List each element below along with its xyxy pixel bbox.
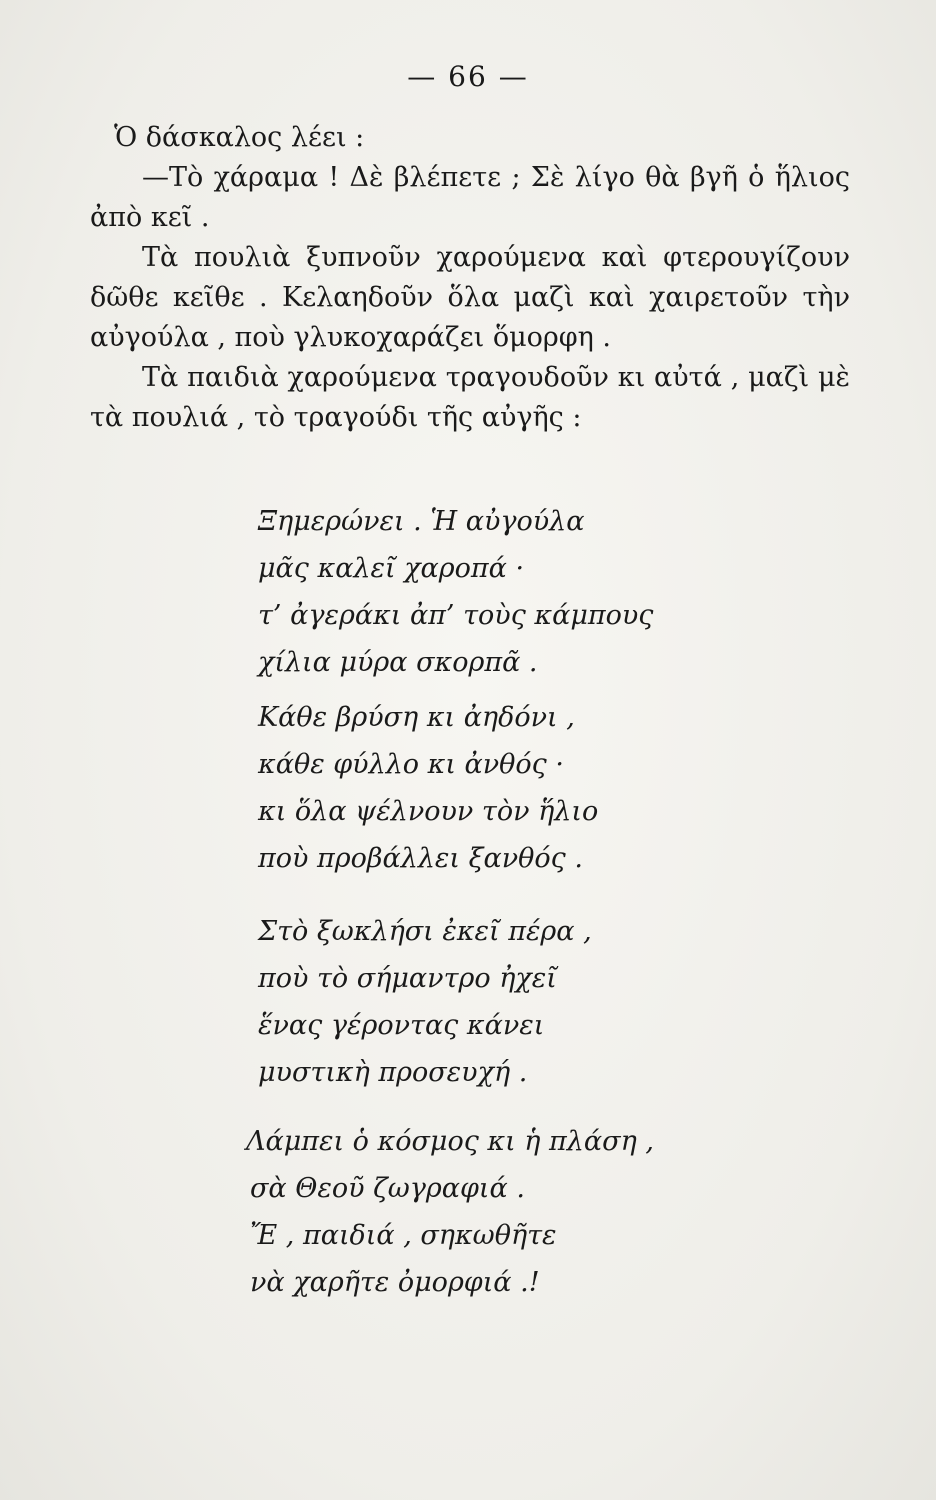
page-number: — 66 — <box>407 60 529 93</box>
poem-line: νὰ χαρῆτε ὀμορφιά .! <box>250 1267 540 1298</box>
prose-paragraph: Τὰ παιδιὰ χαρούμενα τραγουδοῦν κι αὐτά , μαζὶ μὲ τὰ πουλιά , τὸ τραγούδι τῆς αὐγῆς : <box>90 362 850 433</box>
poem-line: ἕνας γέροντας κάνει <box>258 1010 545 1041</box>
poem-stanza <box>258 498 653 686</box>
poem-line: μᾶς καλεῖ χαροπά · <box>258 553 525 584</box>
poem-line: Ξημερώνει . Ἡ αὐγούλα <box>258 506 585 537</box>
poem-line: ποὺ τὸ σήμαντρο ἠχεῖ <box>258 963 557 994</box>
poem-line: Κάθε βρύση κι ἀηδόνι , <box>258 702 575 733</box>
prose-block <box>90 118 850 438</box>
poem-line: σὰ Θεοῦ ζωγραφιά . <box>250 1173 525 1204</box>
poem-line: χίλια μύρα σκορπᾶ . <box>258 647 538 678</box>
poem-stanza <box>258 694 598 882</box>
poem-line: τ’ ἀγεράκι ἀπ’ τοὺς κάμπους <box>258 600 654 631</box>
poem-stanza <box>246 1118 654 1306</box>
poem-line: Ἔ , παιδιά , σηκωθῆτε <box>250 1220 557 1251</box>
poem-line: μυστικὴ προσευχή . <box>258 1057 528 1088</box>
prose-paragraph: Ὁ δάσκαλος λέει : <box>114 122 365 153</box>
poem-line: Στὸ ξωκλήσι ἐκεῖ πέρα , <box>258 916 592 947</box>
prose-paragraph: —Τὸ χάραμα ! Δὲ βλέπετε ; Σὲ λίγο θὰ βγῆ ὁ ἥλιος ἀπὸ κεῖ . <box>90 162 850 233</box>
poem-line: κάθε φύλλο κι ἀνθός · <box>258 749 564 780</box>
poem-line: ποὺ προβάλλει ξανθός . <box>258 843 583 874</box>
poem-line: Λάμπει ὁ κόσμος κι ἡ πλάση , <box>246 1126 654 1157</box>
poem-stanza <box>258 908 592 1096</box>
poem-line: κι ὅλα ψέλνουν τὸν ἥλιο <box>258 796 599 827</box>
prose-paragraph: Τὰ πουλιὰ ξυπνοῦν χαρούμενα καὶ φτερουγίζουν δῶθε κεῖθε . Κελαηδοῦν ὅλα μαζὶ καὶ χαιρετοῦν τὴν αὐγούλα , ποὺ γλυκοχαράζει ὅμορφη . <box>90 242 850 353</box>
